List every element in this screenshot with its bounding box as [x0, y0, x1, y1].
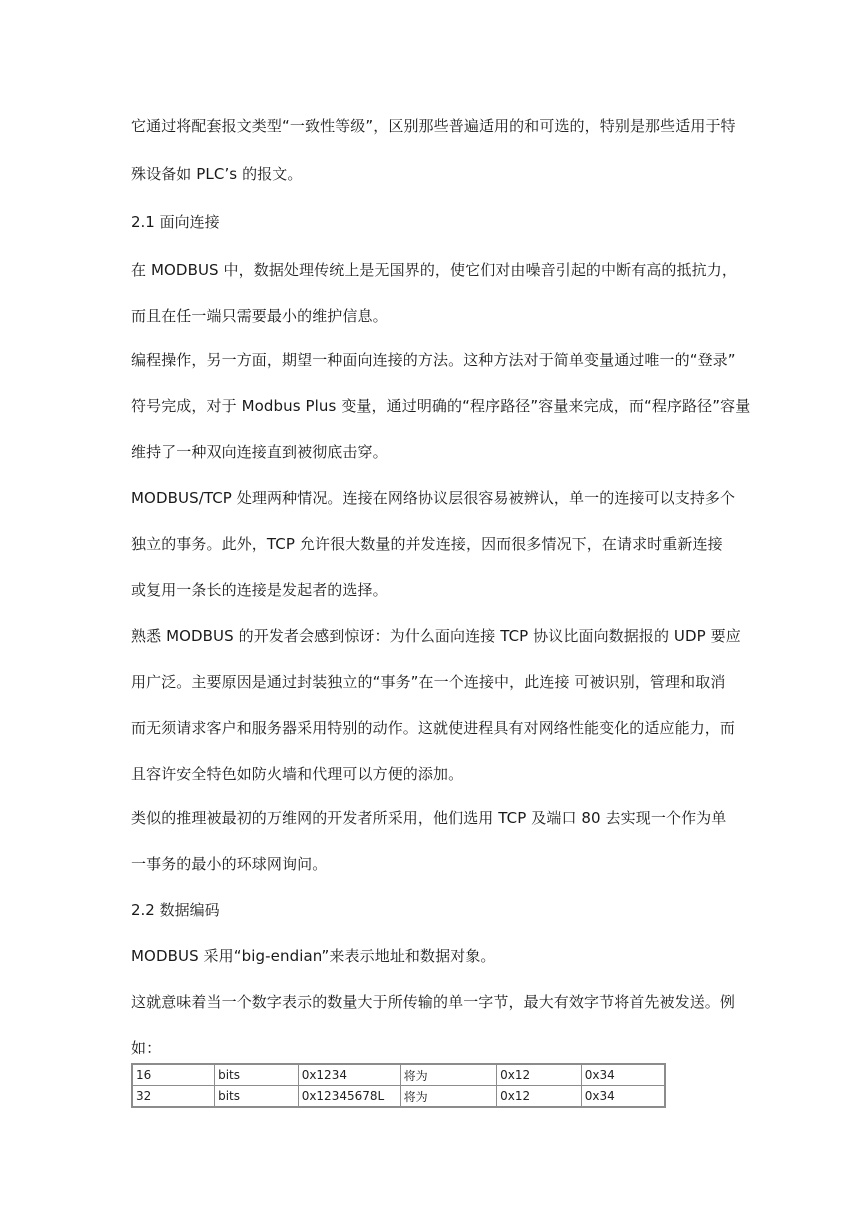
table-cell: 0x1234 [298, 1064, 400, 1086]
paragraph-line: 类似的推理被最初的万维网的开发者所采用，他们选用 TCP 及端口 80 去实现一个作为单 [131, 809, 727, 827]
table-cell: 0x34 [581, 1064, 665, 1086]
paragraph-line: 编程操作，另一方面，期望一种面向连接的方法。这种方法对于简单变量通过唯一的“登录” [131, 351, 736, 369]
paragraph-line: 如： [131, 1039, 162, 1057]
table-cell: 将为 [400, 1086, 497, 1108]
paragraph-line: 熟悉 MODBUS 的开发者会感到惊讶：为什么面向连接 TCP 协议比面向数据报的 UDP 要应 [131, 627, 741, 645]
paragraph-line: 一事务的最小的环球网询问。 [131, 855, 328, 873]
table-cell: 0x34 [581, 1086, 665, 1108]
section-heading-2-1: 2.1 面向连接 [131, 213, 220, 231]
paragraph-line: 独立的事务。此外，TCP 允许很大数量的并发连接，因而很多情况下，在请求时重新连接 [131, 535, 723, 553]
paragraph-line: 而且在任一端只需要最小的维护信息。 [131, 307, 388, 325]
table-cell: 32 [132, 1086, 215, 1108]
paragraph-line: MODBUS/TCP 处理两种情况。连接在网络协议层很容易被辨认，单一的连接可以支持多个 [131, 489, 736, 507]
byte-order-table [131, 1063, 666, 1108]
table-cell: 0x12 [497, 1064, 582, 1086]
paragraph-line: 符号完成，对于 Modbus Plus 变量，通过明确的“程序路径”容量来完成，而“程序路径”容量 [131, 397, 751, 415]
table-cell: bits [215, 1086, 299, 1108]
paragraph-line: 且容许安全特色如防火墙和代理可以方便的添加。 [131, 765, 464, 783]
paragraph-line: 它通过将配套报文类型“一致性等级”，区别那些普遍适用的和可选的，特别是那些适用于特 [131, 117, 736, 135]
table-cell: 0x12345678L [298, 1086, 400, 1108]
table-row [132, 1086, 665, 1108]
table-cell: 将为 [400, 1064, 497, 1086]
table-cell: 16 [132, 1064, 215, 1086]
paragraph-line: 维持了一种双向连接直到被彻底击穿。 [131, 443, 388, 461]
table-cell: 0x12 [497, 1086, 582, 1108]
table-cell: bits [215, 1064, 299, 1086]
paragraph-line: 殊设备如 PLC’s 的报文。 [131, 165, 303, 183]
table-row [132, 1064, 665, 1086]
paragraph-line: 而无须请求客户和服务器采用特别的动作。这就使进程具有对网络性能变化的适应能力，而 [131, 719, 736, 737]
paragraph-line: 这就意味着当一个数字表示的数量大于所传输的单一字节，最大有效字节将首先被发送。例 [131, 993, 736, 1011]
paragraph-line: 或复用一条长的连接是发起者的选择。 [131, 581, 388, 599]
paragraph-line: 用广泛。主要原因是通过封装独立的“事务”在一个连接中，此连接 可被识别，管理和取消 [131, 673, 726, 691]
section-heading-2-2: 2.2 数据编码 [131, 901, 220, 919]
paragraph-line: 在 MODBUS 中，数据处理传统上是无国界的，使它们对由噪音引起的中断有高的抵抗力， [131, 261, 737, 279]
paragraph-line: MODBUS 采用“big-endian”来表示地址和数据对象。 [131, 947, 496, 965]
